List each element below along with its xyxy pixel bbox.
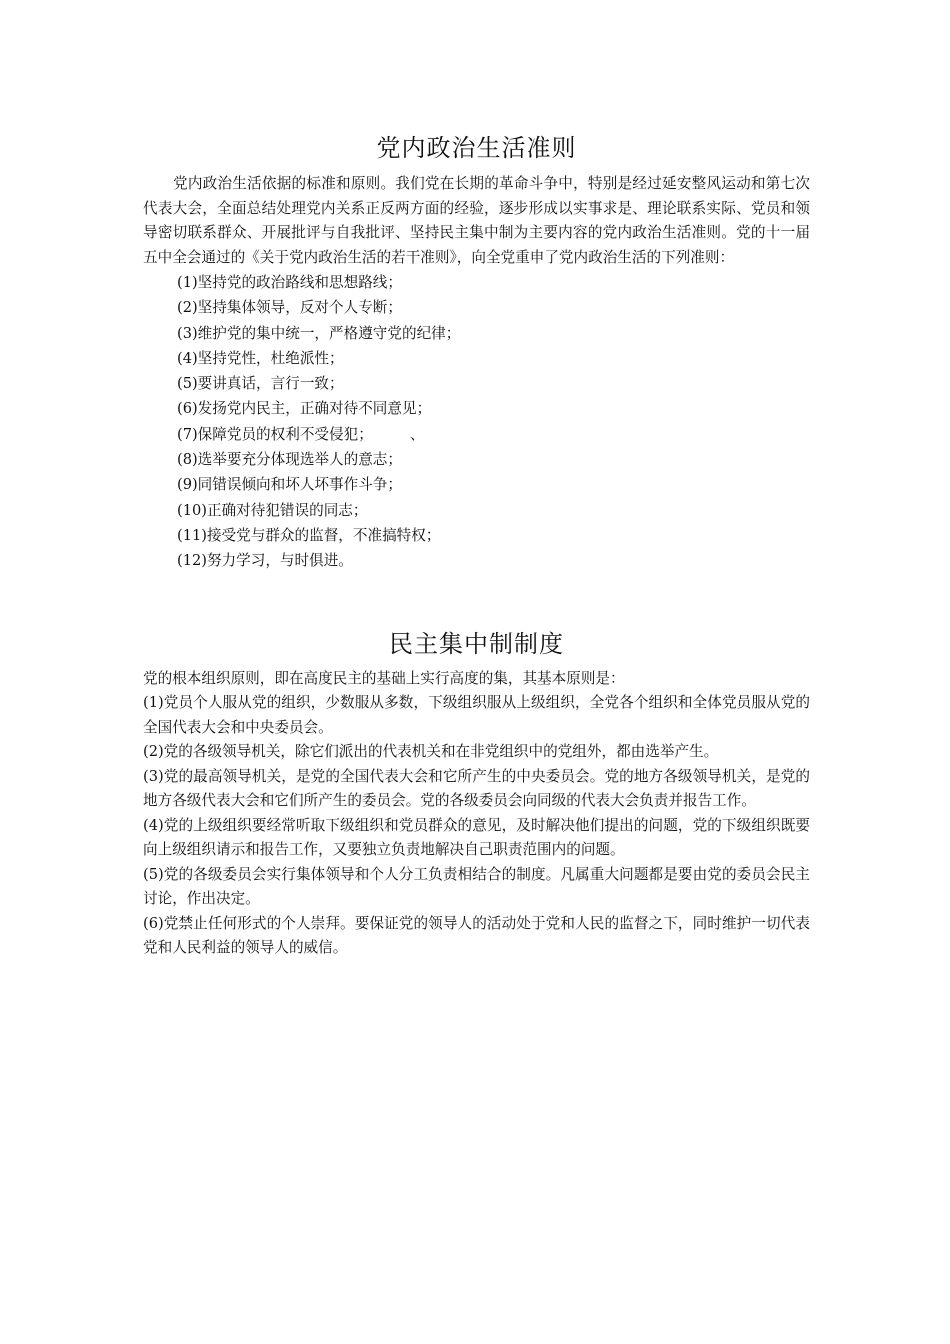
list-item: (6)发扬党内民主，正确对待不同意见； xyxy=(177,400,432,418)
list-item: (7)保障党员的权利不受侵犯； 、 xyxy=(177,425,425,443)
list-item: (4)坚持党性，杜绝派性； xyxy=(177,349,344,367)
list-item: (12)努力学习，与时俱进。 xyxy=(177,552,353,570)
list-item: (1)坚持党的政治路线和思想路线； xyxy=(177,274,402,291)
principles-list xyxy=(143,270,810,574)
paragraph: (2)党的各级领导机关，除它们派出的代表机关和在非党组织中的党组外，都由选举产生。 xyxy=(143,743,719,761)
list-item: (11)接受党与群众的监督，不准搞特权； xyxy=(177,526,441,544)
list-item: (3)维护党的集中统一，严格遵守党的纪律； xyxy=(177,324,461,342)
paragraph: (1)党员个人服从党的组织，少数服从多数，下级组织服从上级组织，全党各个组织和全体党员服从党的全国代表大会和中央委员会。 xyxy=(143,694,810,736)
section-democratic-centralism xyxy=(143,626,810,961)
paragraph: 党的根本组织原则，即在高度民主的基础上实行高度的集，其基本原则是： xyxy=(143,669,625,687)
section-title: 党内政治生活准则 xyxy=(376,134,577,162)
paragraph: (6)党禁止任何形式的个人崇拜。要保证党的领导人的活动处于党和人民的监督之下，同时维护一切代表党和人民利益的领导人的威信。 xyxy=(143,914,810,957)
list-item: (2)坚持集体领导，反对个人专断； xyxy=(177,299,402,317)
list-item: (8)选举要充分体现选举人的意志； xyxy=(177,451,402,469)
section-intro: 党内政治生活依据的标准和原则。我们党在长期的革命斗争中，特别是经过延安整风运动和第七次代表大会，全面总结处理党内关系正反两方面的经验，逐步形成以实事求是、理论联系实际、党员和领导密切联系群众、开展批评与自我批评、坚持民主集中制为主要内容的党内政治生活准则。党的十一届五中全会通过的《关于党内政治生活的若干准则》，向全党重申了党内政治生活的下列准则： xyxy=(143,175,810,266)
list-item: (5)要讲真话，言行一致； xyxy=(177,375,344,393)
list-item: (9)同错误倾向和坏人坏事作斗争； xyxy=(177,476,402,494)
list-item: (10)正确对待犯错误的同志； xyxy=(177,501,368,519)
section-title: 民主集中制制度 xyxy=(389,629,564,658)
paragraph: (4)党的上级组织要经常听取下级组织和党员群众的意见，及时解决他们提出的问题，党的下级组织既要向上级组织请示和报告工作，又要独立负责地解决自己职责范围内的问题。 xyxy=(143,816,810,859)
document-content xyxy=(143,130,810,961)
section-party-political-life xyxy=(143,130,810,574)
paragraph: (5)党的各级委员会实行集体领导和个人分工负责相结合的制度。凡属重大问题都是要由党的委员会民主讨论，作出决定。 xyxy=(143,865,810,908)
paragraph: (3)党的最高领导机关，是党的全国代表大会和它所产生的中央委员会。党的地方各级领导机关，是党的地方各级代表大会和它们所产生的委员会。党的各级委员会向同级的代表大会负责并报告工作。 xyxy=(143,767,810,810)
